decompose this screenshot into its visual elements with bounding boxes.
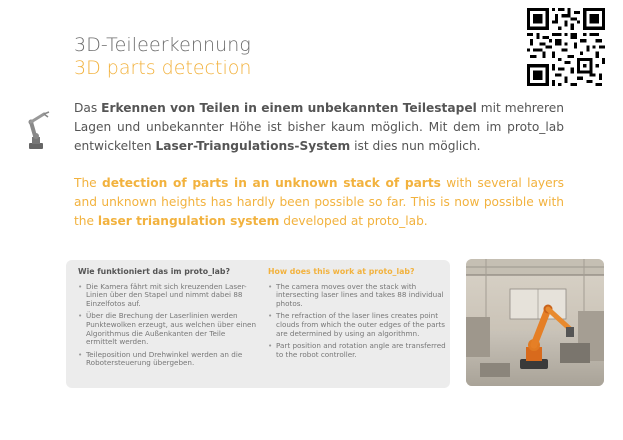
list-item: • Über die Brechung der Laserlinien werden Punktewolken erzeugt, aus welchen über einen Algorithmus die Außenkanten der Teile ermittelt werden. <box>78 312 258 346</box>
list-item: • The camera moves over the stack with intersecting laser lines and takes 88 individual photos. <box>268 283 448 309</box>
highlight-text: Erkennen von Teilen in einem unbekannten Teilestapel <box>101 101 477 115</box>
list-item: • Part position and rotation angle are transferred to the robot controller. <box>268 342 448 359</box>
title-german: 3D-Teileerkennung <box>74 34 251 56</box>
info-heading-english: How does this work at proto_lab? <box>268 267 415 276</box>
list-item: • Teileposition und Drehwinkel werden an die Robotersteuerung übergeben. <box>78 351 258 368</box>
info-column-english <box>268 268 448 363</box>
info-box <box>66 260 450 388</box>
robot-arm-icon <box>26 108 54 150</box>
intro-paragraph-english: The detection of parts in an unknown stack of parts with several layers and unknown heights has hardly been possible so far. This is now possible with the laser triangulation system developed at proto_lab. <box>74 176 564 228</box>
list-item: • The refraction of the laser lines creates point clouds from which the outer edges of the parts are determined by using an algorithmn. <box>268 312 448 338</box>
highlight-text: Laser-Triangulations-System <box>155 139 351 153</box>
title-english: 3D parts detection <box>74 57 252 79</box>
intro-paragraph-german: Das Erkennen von Teilen in einem unbekannten Teilestapel mit mehreren Lagen und unbekannter Höhe ist bisher kaum möglich. Mit dem im proto_lab entwickelten Laser-Triangulations-System ist dies nun möglich. <box>74 101 564 153</box>
highlight-text: laser triangulation system <box>97 214 280 228</box>
robot-photo <box>466 259 604 386</box>
highlight-text: detection of parts in an unknown stack of parts <box>101 176 441 190</box>
info-heading-german: Wie funktioniert das im proto_lab? <box>78 267 231 276</box>
qr-code-icon[interactable] <box>527 8 605 86</box>
info-column-german <box>78 268 258 372</box>
bullet-list-german <box>78 283 258 368</box>
list-item: • Die Kamera fährt mit sich kreuzenden Laser-Linien über den Stapel und nimmt dabei 88 Einzelfotos auf. <box>78 283 258 309</box>
bullet-list-english <box>268 283 448 360</box>
